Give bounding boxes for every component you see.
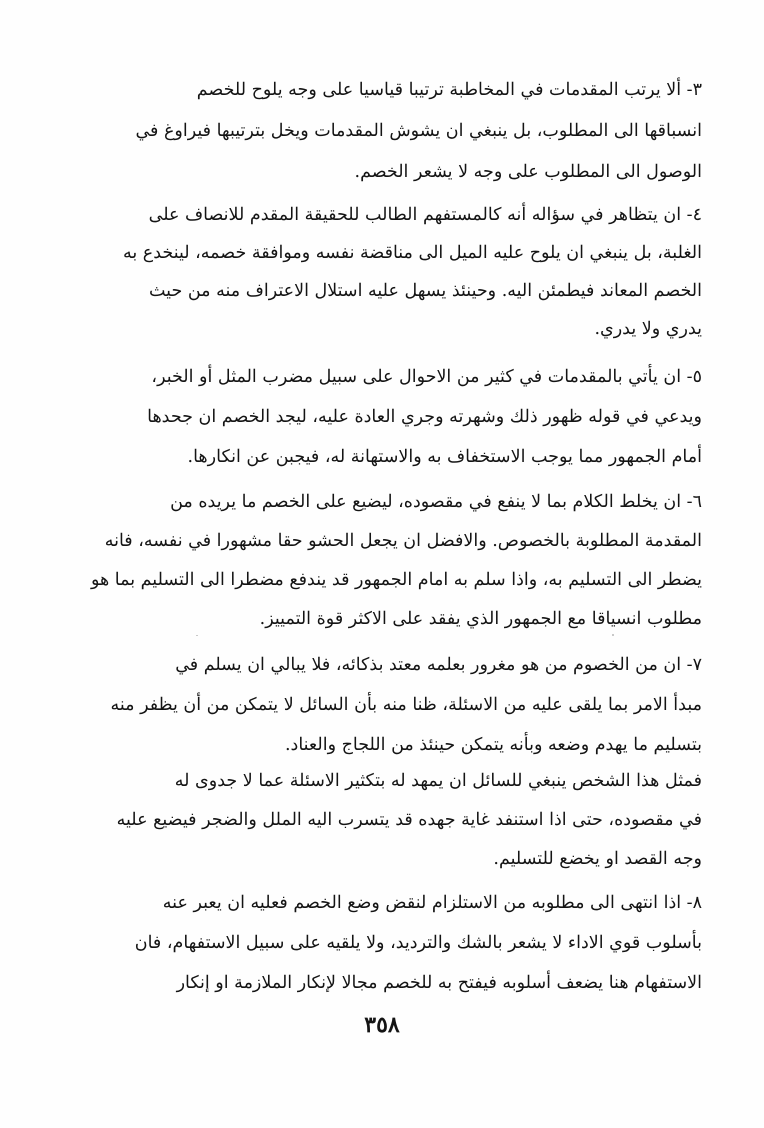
paragraph-rule-5: ٥- ان يأتي بالمقدمات في كثير من الاحوال على سبيل مضرب المثل أو الخبر، ويدعي في قوله ظهور ذلك وشهرته وجري العادة عليه، ليجد الخصم ان جحدها أمام الجمهور مما يوجب الاستخفاف به والاستهانة له، فيجبن عن انكارها. <box>147 367 702 467</box>
paragraph-rule-3: ٣- ألا يرتب المقدمات في المخاطبة ترتيبا قياسيا على وجه يلوح للخصم انسباقها الى المطلوب، بل ينبغي ان يشوش المقدمات ويخل بترتيبها فيراوغ في الوصول الى المطلوب على وجه لا يشعر الخصم. <box>135 80 702 182</box>
paragraph-rule-6: ٦- ان يخلط الكلام بما لا ينفع في مقصوده، ليضيع على الخصم ما يريده من المقدمة المطلوبة بالخصوص. والافضل ان يجعل الحشو حقا مشهورا في نفسه، فانه يضطر الى التسليم به، واذا سلم به امام الجمهور قد يندفع مضطرا الى التسليم بما هو مطلوب انسياقا مع الجمهور الذي يفقد على الاكثر قوة التمييز. <box>90 492 702 629</box>
paragraph-rule-7: ٧- ان من الخصوم من هو مغرور بعلمه معتد بذكائه، فلا يبالي ان يسلم في مبدأ الامر بما يلقى عليه من الاسئلة، ظنا منه بأن السائل لا يتمكن من أن يظفر منه بتسليم ما يهدم وضعه وبأنه يتمكن حينئذ من اللجاج والعناد. <box>110 655 702 755</box>
scan-speck <box>196 635 198 636</box>
scan-speck <box>612 634 614 636</box>
page-number: ٣٥٨ <box>364 1012 400 1038</box>
paragraph-rule-8: ٨- اذا انتهى الى مطلوبه من الاستلزام لنقض وضع الخصم فعليه ان يعبر عنه بأسلوب قوي الاداء لا يشعر بالشك والترديد، ولا يلقيه على سبيل الاستفهام، فان الاستفهام هنا يضعف أسلوبه فيفتح به للخصم مجالا لإنكار الملازمة او إنكار <box>134 893 702 993</box>
paragraph-rule-7-continuation: فمثل هذا الشخص ينبغي للسائل ان يمهد له بتكثير الاسئلة عما لا جدوى له في مقصوده، حتى اذا استنفد غاية جهده قد يتسرب اليه الملل والضجر فيضيع عليه وجه القصد او يخضع للتسليم. <box>116 771 702 869</box>
paragraph-rule-4: ٤- ان يتظاهر في سؤاله أنه كالمستفهم الطالب للحقيقة المقدم للانصاف على الغلبة، بل ينبغي ان يلوح عليه الميل الى مناقضة نفسه وموافقة خصمه، لينخدع به الخصم المعاند فيطمئن اليه. وحينئذ يسهل عليه استلال الاعتراف منه من حيث يدري ولا يدري. <box>122 205 702 339</box>
